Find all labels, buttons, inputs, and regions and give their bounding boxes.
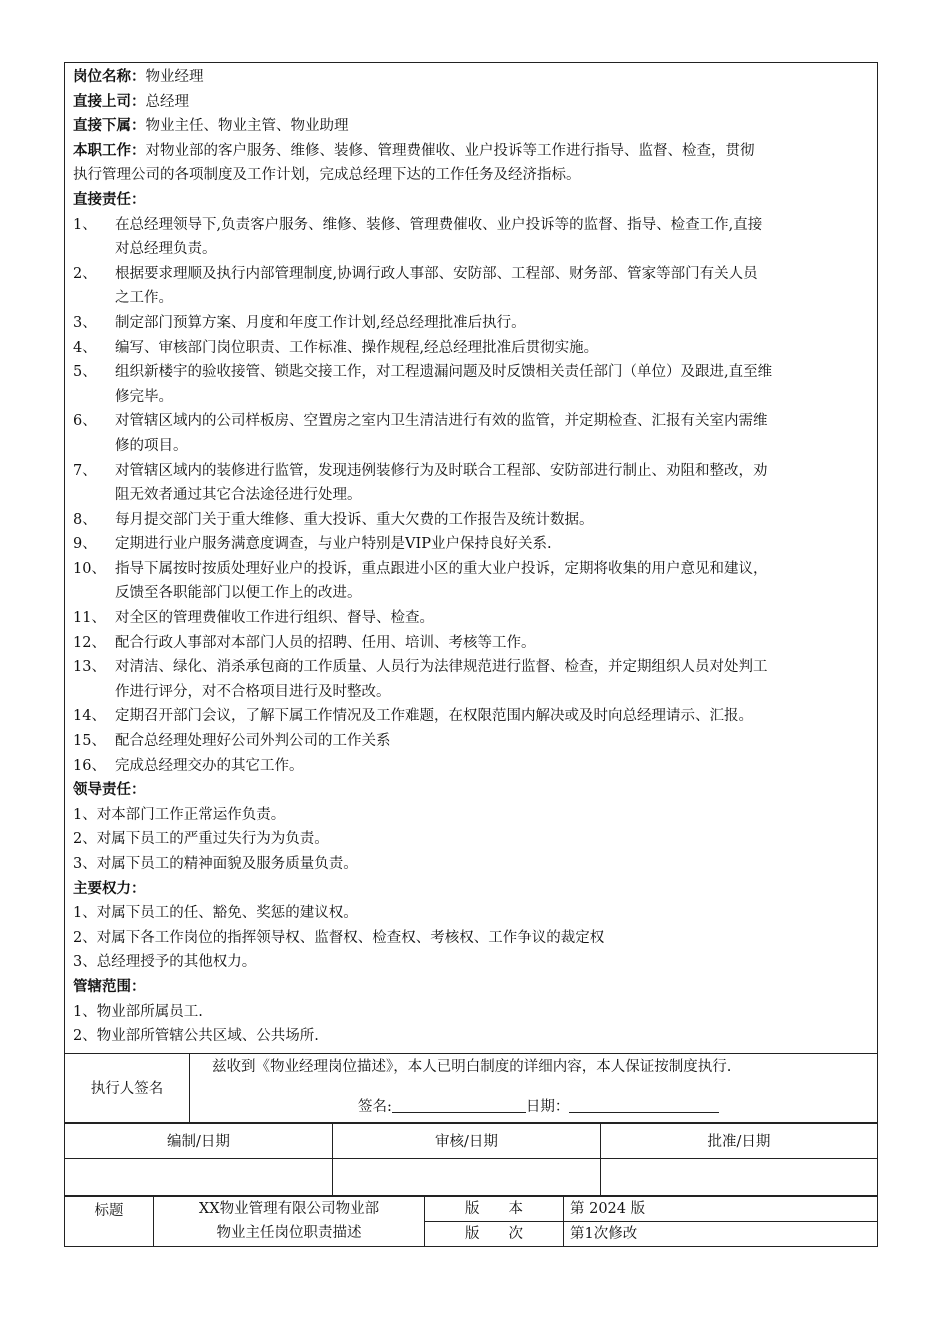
document-title xyxy=(154,1196,425,1246)
item-number: 15、 xyxy=(73,733,106,750)
direct-responsibility-item xyxy=(73,459,869,508)
item-text-line: 对管辖区域内的公司样板房、空置房之室内卫生清洁进行有效的监管，并定期检查、汇报有关室内需维 xyxy=(115,413,768,430)
scope-heading: 管辖范围： xyxy=(73,977,146,995)
leadership-item: 1、对本部门工作正常运作负责。 xyxy=(73,806,286,823)
compile-date-cell[interactable] xyxy=(65,1158,333,1195)
direct-responsibility-item xyxy=(73,729,869,754)
document-footer-table xyxy=(64,1196,878,1247)
item-number: 12、 xyxy=(73,634,106,651)
item-text-line: 阻无效者通过其它合法途径进行处理。 xyxy=(115,487,362,504)
signature-area xyxy=(190,1053,878,1122)
direct-responsibility-item xyxy=(73,360,869,409)
leadership-item: 2、对属下员工的严重过失行为为负责。 xyxy=(73,831,329,848)
approval-table xyxy=(64,1123,878,1196)
power-item: 1、对属下员工的任、豁免、奖惩的建议权。 xyxy=(73,905,358,922)
direct-responsibility-item xyxy=(73,631,869,656)
item-text-line: 定期召开部门会议，了解下属工作情况及工作难题，在权限范围内解决或及时向总经理请示、汇报。 xyxy=(115,708,753,725)
duty-label: 本职工作： xyxy=(73,141,146,159)
direct-responsibility-item xyxy=(73,508,869,533)
item-text-line: 反馈至各职能部门以便工作上的改进。 xyxy=(115,585,362,602)
title-label: 标题 xyxy=(65,1196,154,1246)
scope-item: 2、物业部所管辖公共区域、公共场所. xyxy=(73,1028,319,1045)
item-number: 5、 xyxy=(73,364,97,381)
duty-row-continued xyxy=(73,163,869,188)
superior-row xyxy=(73,90,869,115)
direct-responsibility-item xyxy=(73,754,869,779)
job-description-page xyxy=(64,62,878,1247)
direct-responsibility-heading: 直接责任： xyxy=(73,190,146,208)
subordinates-row xyxy=(73,114,869,139)
sign-date-line xyxy=(212,1096,871,1118)
item-number: 4、 xyxy=(73,339,97,356)
item-text-line: 根据要求理顺及执行内部管理制度,协调行政人事部、安防部、工程部、财务部、管家等部门有关人员 xyxy=(115,265,758,282)
scope-item: 1、物业部所属员工. xyxy=(73,1003,203,1020)
executor-signature-label: 执行人签名 xyxy=(65,1053,190,1122)
item-number: 11、 xyxy=(73,610,106,627)
direct-responsibility-item xyxy=(73,557,869,606)
review-date-header: 审核/日期 xyxy=(333,1123,601,1158)
direct-responsibility-item xyxy=(73,532,869,557)
subordinates-label: 直接下属： xyxy=(73,117,146,135)
item-number: 6、 xyxy=(73,413,97,430)
version-value: 第 2024 版 xyxy=(564,1196,878,1221)
sign-field[interactable] xyxy=(392,1096,526,1113)
item-text-line: 对总经理负责。 xyxy=(115,241,217,258)
item-text-line: 配合总经理处理好公司外判公司的工作关系 xyxy=(115,733,391,750)
item-text-line: 编写、审核部门岗位职责、工作标准、操作规程,经总经理批准后贯彻实施。 xyxy=(115,339,599,356)
power-item: 2、对属下各工作岗位的指挥领导权、监督权、检查权、考核权、工作争议的裁定权 xyxy=(73,929,605,946)
revision-label: 版 次 xyxy=(425,1221,564,1246)
item-text-line: 作进行评分，对不合格项目进行及时整改。 xyxy=(115,683,391,700)
date-field[interactable] xyxy=(569,1096,719,1113)
item-number: 16、 xyxy=(73,757,106,774)
direct-responsibility-list xyxy=(73,213,869,779)
date-label: 日期： xyxy=(525,1098,570,1115)
position-row xyxy=(73,65,869,90)
item-number: 14、 xyxy=(73,708,106,725)
item-text-line: 定期进行业户服务满意度调查，与业户特别是VIP业户保持良好关系. xyxy=(115,536,552,553)
approve-date-cell[interactable] xyxy=(601,1158,878,1195)
leadership-responsibility-heading: 领导责任： xyxy=(73,781,146,799)
version-label: 版 本 xyxy=(425,1196,564,1221)
item-text-line: 完成总经理交办的其它工作。 xyxy=(115,757,304,774)
direct-responsibility-item xyxy=(73,262,869,311)
item-text-line: 修的项目。 xyxy=(115,437,188,454)
document-title-line-1: XX物业管理有限公司物业部 xyxy=(198,1201,380,1218)
item-number: 13、 xyxy=(73,659,106,676)
direct-responsibility-item xyxy=(73,655,869,704)
job-description-body xyxy=(64,62,878,1053)
approve-date-header: 批准/日期 xyxy=(601,1123,878,1158)
document-title-line-2: 物业主任岗位职责描述 xyxy=(216,1225,362,1242)
compile-date-header: 编制/日期 xyxy=(65,1123,333,1158)
direct-responsibility-item xyxy=(73,409,869,458)
direct-responsibility-item xyxy=(73,311,869,336)
superior-value: 总经理 xyxy=(145,93,189,110)
item-number: 2、 xyxy=(73,265,97,282)
subordinates-value: 物业主任、物业主管、物业助理 xyxy=(145,118,349,135)
superior-label: 直接上司： xyxy=(73,92,146,110)
position-value: 物业经理 xyxy=(145,69,204,85)
direct-responsibility-item xyxy=(73,606,869,631)
review-date-cell[interactable] xyxy=(333,1158,601,1195)
item-number: 7、 xyxy=(73,462,97,479)
item-number: 3、 xyxy=(73,314,97,331)
item-text-line: 对管辖区域内的装修进行监管，发现违例装修行为及时联合工程部、安防部进行制止、劝阻和整改，劝 xyxy=(115,462,768,479)
direct-responsibility-item xyxy=(73,336,869,361)
position-label: 岗位名称： xyxy=(73,68,146,85)
item-text-line: 制定部门预算方案、月度和年度工作计划,经总经理批准后执行。 xyxy=(115,314,526,331)
power-item: 3、总经理授予的其他权力。 xyxy=(73,954,257,971)
direct-responsibility-item xyxy=(73,213,869,262)
duty-row xyxy=(73,139,869,164)
item-text-line: 之工作。 xyxy=(115,290,173,307)
item-text-line: 对全区的管理费催收工作进行组织、督导、检查。 xyxy=(115,610,434,627)
revision-value: 第1次修改 xyxy=(564,1221,878,1246)
item-text-line: 每月提交部门关于重大维修、重大投诉、重大欠费的工作报告及统计数据。 xyxy=(115,511,594,528)
item-text-line: 对清洁、绿化、消杀承包商的工作质量、人员行为法律规范进行监督、检查，并定期组织人员对处判工 xyxy=(115,659,768,676)
item-number: 8、 xyxy=(73,511,97,528)
duty-line-1: 对物业部的客户服务、维修、装修、管理费催收、业户投诉等工作进行指导、监督、检查，贯彻 xyxy=(145,142,755,159)
item-text-line: 指导下属按时按质处理好业户的投诉，重点跟进小区的重大业户投诉，定期将收集的用户意见和建议， xyxy=(115,560,768,577)
item-number: 10、 xyxy=(73,560,106,577)
main-power-heading: 主要权力： xyxy=(73,879,146,897)
item-text-line: 修完毕。 xyxy=(115,388,173,405)
signature-table xyxy=(64,1053,878,1123)
duty-line-2: 执行管理公司的各项制度及工作计划，完成总经理下达的工作任务及经济指标。 xyxy=(73,167,581,184)
item-text-line: 在总经理领导下,负责客户服务、维修、装修、管理费催收、业户投诉等的监督、指导、检查工作,直接 xyxy=(115,216,763,233)
item-number: 9、 xyxy=(73,536,97,553)
item-text-line: 配合行政人事部对本部门人员的招聘、任用、培训、考核等工作。 xyxy=(115,634,536,651)
sign-label: 签名: xyxy=(358,1098,392,1115)
item-text-line: 组织新楼宇的验收接管、锁匙交接工作，对工程遗漏问题及时反馈相关责任部门（单位）及跟进,直至维 xyxy=(115,364,773,381)
item-number: 1、 xyxy=(73,216,97,233)
leadership-item: 3、对属下员工的精神面貌及服务质量负责。 xyxy=(73,856,358,872)
acknowledgement-statement: 兹收到《物业经理岗位描述》，本人已明白制度的详细内容，本人保证按制度执行. xyxy=(212,1058,732,1075)
direct-responsibility-item xyxy=(73,704,869,729)
